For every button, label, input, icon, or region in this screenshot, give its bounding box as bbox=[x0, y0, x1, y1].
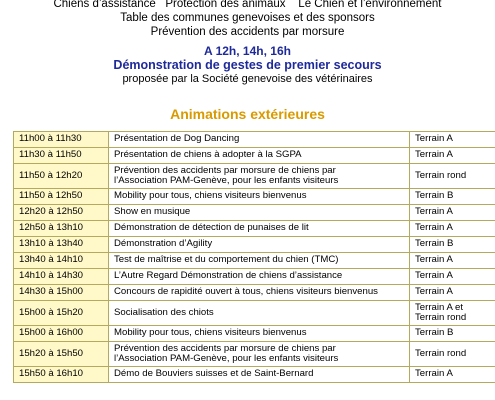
table-row bbox=[14, 237, 495, 253]
time-cell: 15h00 à 16h00 bbox=[14, 326, 109, 342]
time-cell: 13h40 à 14h10 bbox=[14, 253, 109, 269]
table-row bbox=[14, 285, 495, 301]
activity-cell: Démo de Bouviers suisses et de Saint-Bernard bbox=[109, 367, 410, 383]
activity-cell: Prévention des accidents par morsure de chiens par l’Association PAM-Genève, pour les enfants visiteurs bbox=[109, 164, 410, 189]
table-row bbox=[14, 301, 495, 326]
section-title: Animations extérieures bbox=[170, 106, 325, 122]
table-row bbox=[14, 342, 495, 367]
location-cell: Terrain B bbox=[410, 326, 495, 342]
table-row bbox=[14, 189, 495, 205]
activity-cell: L’Autre Regard Démonstration de chiens d’assistance bbox=[109, 269, 410, 285]
activity-cell: Test de maîtrise et du comportement du chien (TMC) bbox=[109, 253, 410, 269]
table-row bbox=[14, 148, 495, 164]
demo-subtitle: proposée par la Société genevoise des vétérinaires bbox=[122, 73, 373, 85]
location-cell: Terrain A bbox=[410, 253, 495, 269]
table-row bbox=[14, 221, 495, 237]
table-row bbox=[14, 326, 495, 342]
location-cell: Terrain A bbox=[410, 367, 495, 383]
activity-cell: Présentation de Dog Dancing bbox=[109, 132, 410, 148]
demo-time: A 12h, 14h, 16h bbox=[204, 44, 291, 58]
activity-cell: Prévention des accidents par morsure de chiens par l’Association PAM-Genève, pour les enfants visiteurs bbox=[109, 342, 410, 367]
activity-cell: Démonstration de détection de punaises de lit bbox=[109, 221, 410, 237]
activity-cell: Show en musique bbox=[109, 205, 410, 221]
activity-cell: Présentation de chiens à adopter à la SGPA bbox=[109, 148, 410, 164]
first-aid-demo-block bbox=[0, 44, 495, 86]
intro-line-communes: Table des communes genevoises et des sponsors bbox=[120, 12, 375, 24]
location-cell: Terrain rond bbox=[410, 164, 495, 189]
activity-cell: Mobility pour tous, chiens visiteurs bienvenus bbox=[109, 326, 410, 342]
location-cell: Terrain rond bbox=[410, 342, 495, 367]
activity-cell: Socialisation des chiots bbox=[109, 301, 410, 326]
activity-cell: Démonstration d’Agility bbox=[109, 237, 410, 253]
table-row bbox=[14, 132, 495, 148]
time-cell: 12h50 à 13h10 bbox=[14, 221, 109, 237]
time-cell: 11h30 à 11h50 bbox=[14, 148, 109, 164]
activity-cell: Concours de rapidité ouvert à tous, chiens visiteurs bienvenus bbox=[109, 285, 410, 301]
time-cell: 11h50 à 12h50 bbox=[14, 189, 109, 205]
time-cell: 11h00 à 11h30 bbox=[14, 132, 109, 148]
intro-block bbox=[0, 0, 495, 39]
time-cell: 15h00 à 15h20 bbox=[14, 301, 109, 326]
time-cell: 11h50 à 12h20 bbox=[14, 164, 109, 189]
activity-cell: Mobility pour tous, chiens visiteurs bienvenus bbox=[109, 189, 410, 205]
location-cell: Terrain A bbox=[410, 148, 495, 164]
location-cell: Terrain A bbox=[410, 132, 495, 148]
schedule-table bbox=[13, 131, 495, 383]
time-cell: 14h30 à 15h00 bbox=[14, 285, 109, 301]
table-row bbox=[14, 164, 495, 189]
intro-line-prevention: Prévention des accidents par morsure bbox=[150, 26, 345, 38]
location-cell: Terrain A bbox=[410, 205, 495, 221]
location-cell: Terrain B bbox=[410, 237, 495, 253]
table-row bbox=[14, 269, 495, 285]
location-cell: Terrain A bbox=[410, 285, 495, 301]
intro-line-topics: Chiens d’assistance Protection des animaux Le Chien et l’environnement bbox=[53, 0, 442, 10]
location-cell: Terrain A bbox=[410, 269, 495, 285]
location-cell: Terrain A bbox=[410, 221, 495, 237]
table-row bbox=[14, 367, 495, 383]
time-cell: 15h50 à 16h10 bbox=[14, 367, 109, 383]
location-cell: Terrain A et Terrain rond bbox=[410, 301, 495, 326]
location-cell: Terrain B bbox=[410, 189, 495, 205]
time-cell: 12h20 à 12h50 bbox=[14, 205, 109, 221]
time-cell: 14h10 à 14h30 bbox=[14, 269, 109, 285]
time-cell: 13h10 à 13h40 bbox=[14, 237, 109, 253]
demo-title: Démonstration de gestes de premier secours bbox=[113, 58, 382, 72]
table-row bbox=[14, 253, 495, 269]
table-row bbox=[14, 205, 495, 221]
time-cell: 15h20 à 15h50 bbox=[14, 342, 109, 367]
